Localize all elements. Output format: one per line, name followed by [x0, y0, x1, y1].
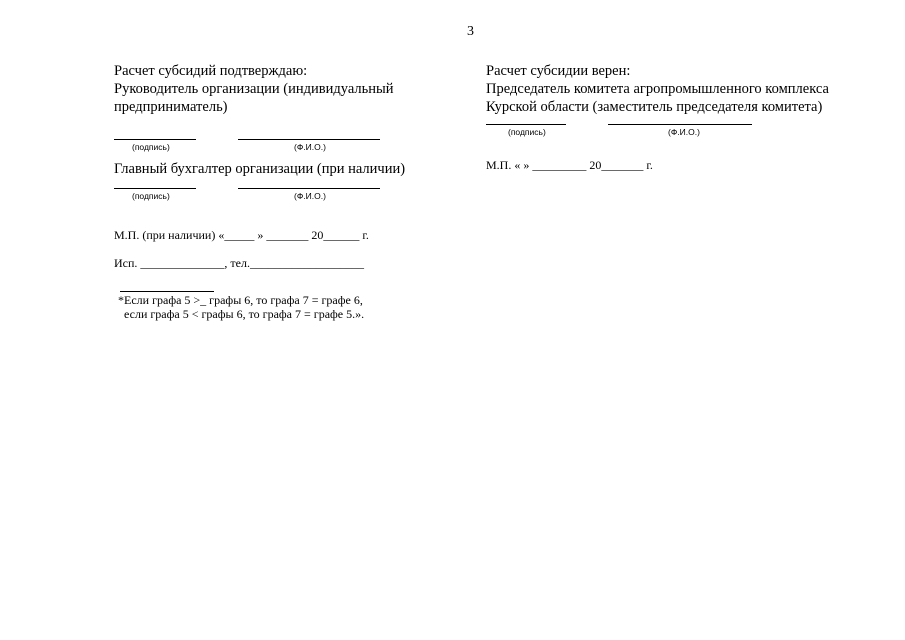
page-number: 3	[467, 24, 474, 39]
left-signature-line	[114, 139, 196, 140]
right-fio-line	[608, 124, 752, 125]
right-heading-line-3: Курской области (заместитель председателя комитета)	[486, 99, 823, 115]
right-heading-line-2: Председатель комитета агропромышленного комплекса	[486, 81, 829, 97]
accountant-fio-label: (Ф.И.О.)	[294, 191, 326, 201]
right-stamp-date-line: М.П. « » _________ 20_______ г.	[486, 158, 653, 172]
accountant-fio-line	[238, 188, 380, 189]
left-signature-label: (подпись)	[132, 142, 170, 152]
left-heading	[114, 62, 394, 116]
footnote-line-2: если графа 5 < графы 6, то графа 7 = графе 5.».	[124, 307, 365, 321]
accountant-signature-label: (подпись)	[132, 191, 170, 201]
left-heading-line-3: предприниматель)	[114, 99, 228, 115]
right-heading	[486, 62, 829, 116]
left-heading-line-2: Руководитель организации (индивидуальный	[114, 81, 394, 97]
footnote-rule	[120, 291, 214, 292]
left-heading-line-1: Расчет субсидий подтверждаю:	[114, 63, 308, 79]
executor-phone-line: Исп. ______________, тел.___________________	[114, 256, 364, 270]
right-heading-line-1: Расчет субсидии верен:	[486, 63, 631, 79]
left-fio-label: (Ф.И.О.)	[294, 142, 326, 152]
footnote-line-1: *Если графа 5 >_ графы 6, то графа 7 = графе 6,	[118, 293, 363, 307]
right-signature-label: (подпись)	[508, 127, 546, 137]
accountant-signature-line	[114, 188, 196, 189]
chief-accountant-title: Главный бухгалтер организации (при наличии)	[114, 161, 406, 177]
left-stamp-date-line: М.П. (при наличии) «_____ » _______ 20______ г.	[114, 228, 369, 242]
right-signature-line	[486, 124, 566, 125]
right-fio-label: (Ф.И.О.)	[668, 127, 700, 137]
left-fio-line	[238, 139, 380, 140]
